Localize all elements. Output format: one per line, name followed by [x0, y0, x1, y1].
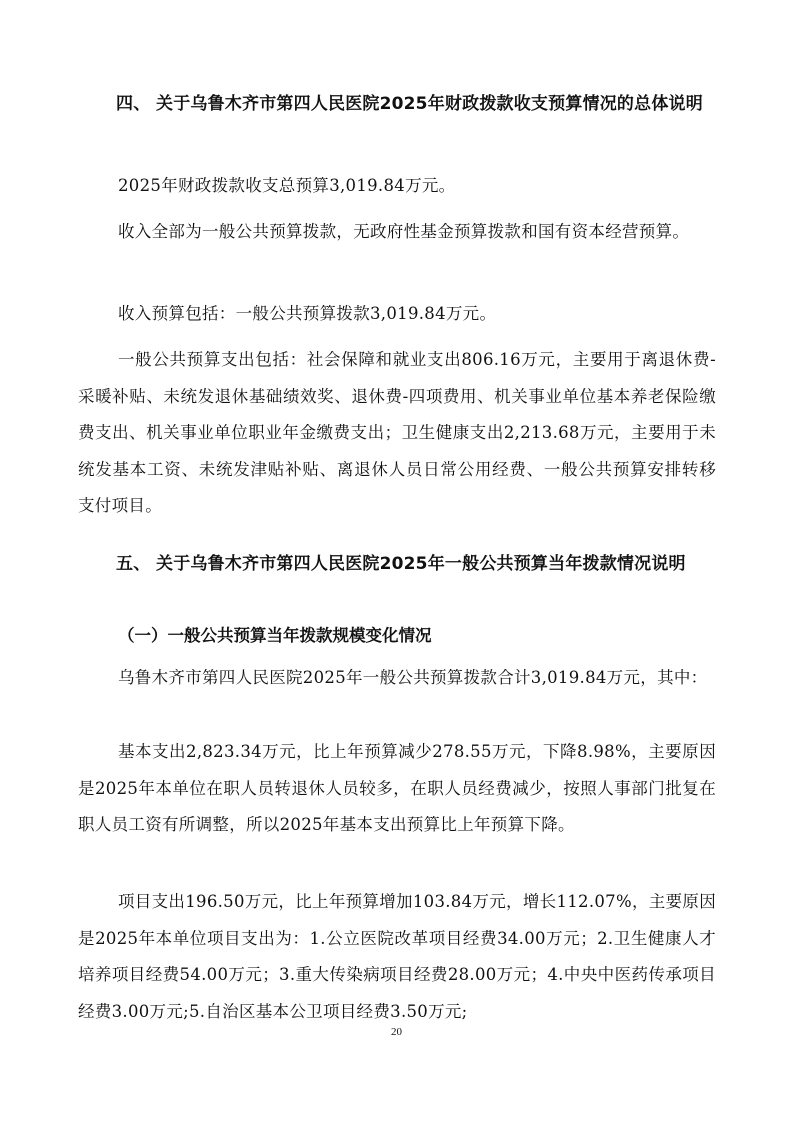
subsection-1-heading: （一）一般公共预算当年拨款规模变化情况 — [118, 626, 432, 645]
section-4-paragraph-expenditure: 一般公共预算支出包括：社会保障和就业支出806.16万元，主要用于离退休费-采暖补贴、未统发退休基础绩效奖、退休费-四项费用、机关事业单位基本养老保险缴费支出、机关事业单位职业年金缴费支出；卫生健康支出2,213.68万元，主要用于未统发基本工资、未统发津贴补贴、离退休人员日常公用经费、一般公共预算安排转移支付项目。 — [78, 350, 716, 515]
section-5-title: 关于乌鲁木齐市第四人民医院2025年一般公共预算当年拨款情况说明 — [156, 554, 686, 574]
section-4-number: 四、 — [116, 94, 151, 114]
section-4-paragraph-total: 2025年财政拨款收支总预算3,019.84万元。 — [118, 176, 456, 195]
section-5-heading — [78, 546, 718, 582]
section-4-title: 关于乌鲁木齐市第四人民医院2025年财政拨款收支预算情况的总体说明 — [156, 94, 703, 114]
page-number: 20 — [391, 1026, 402, 1038]
section-4-paragraph-income-budget: 收入预算包括：一般公共预算拨款3,019.84万元。 — [118, 304, 497, 323]
section-5-number: 五、 — [116, 554, 151, 574]
section-5-paragraph-project-expenditure: 项目支出196.50万元，比上年预算增加103.84万元，增长112.07%，主要原因是2025年本单位项目支出为：1.公立医院改革项目经费34.00万元；2.卫生健康人才培养项目经费54.00万元；3.重大传染病项目经费28.00万元；4.中央中医药传承项目经费3.00万元;5.自治区基本公卫项目经费3.50万元; — [78, 892, 716, 1021]
section-4-heading — [78, 86, 718, 122]
section-5-paragraph-total: 乌鲁木齐市第四人民医院2025年一般公共预算拨款合计3,019.84万元，其中： — [118, 668, 708, 687]
section-4-paragraph-income-scope: 收入全部为一般公共预算拨款，无政府性基金预算拨款和国有资本经营预算。 — [118, 222, 690, 241]
section-5-paragraph-basic-expenditure: 基本支出2,823.34万元，比上年预算减少278.55万元，下降8.98%，主要原因是2025年本单位在职人员转退休人员较多，在职人员经费减少，按照人事部门批复在职人员工资有所调整，所以2025年基本支出预算比上年预算下降。 — [78, 742, 716, 834]
